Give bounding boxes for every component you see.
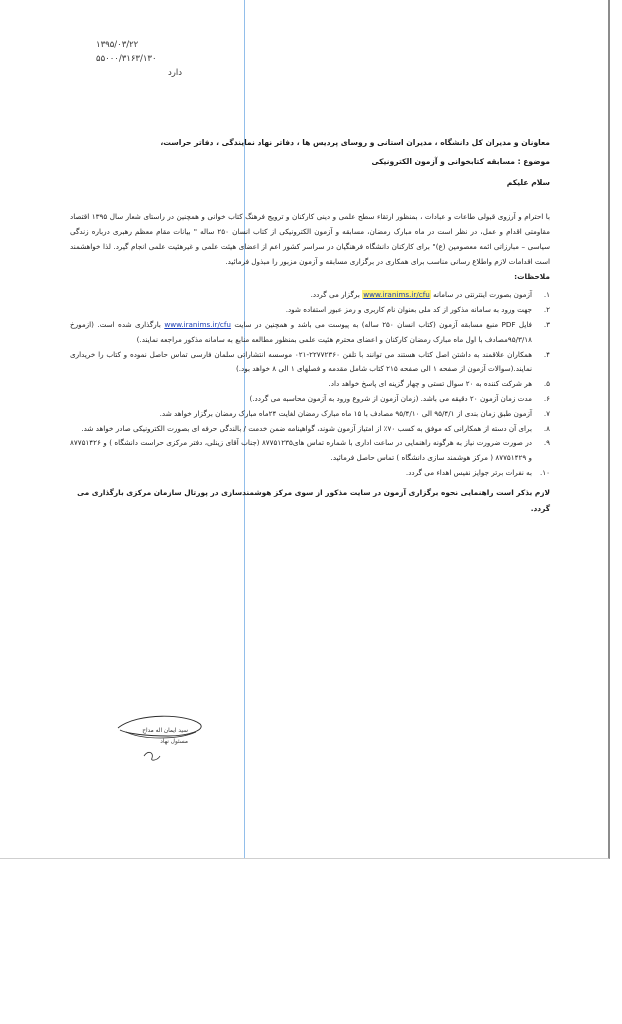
- item-text: هر شرکت کننده به ۲۰ سوال تستی و چهار گزینه ای پاسخ خواهد داد.: [328, 379, 532, 389]
- item-text: در صورت ضرورت نیاز به هرگونه راهنمایی در ساعت اداری با شماره تماس های۸۷۷۵۱۲۳۵ (جناب آقای زینلی، دفتر مرکزی حراست دانشگاه ) و ۸۷۷۵۱۴۲۶ و ۸۷۷۵۱۴۲۹ ( مرکز هوشمند سازی دانشگاه ) تماس حاصل فرمائید.: [70, 438, 533, 463]
- item-text-end: برگزار می گردد.: [310, 290, 360, 300]
- item-text: مدت زمان آزمون ۲۰ دقیقه می باشد. (زمان آزمون از شروع ورود به آزمون محاسبه می گردد.): [249, 393, 532, 403]
- item-text: آزمون طبق زمان بندی از ۹۵/۴/۱ الی ۹۵/۴/۱۰ مصادف با ۱۵ ماه مبارک رمضان لغایت ۲۴ماه مبارک رمضان برگزار خواهد شد.: [159, 408, 532, 418]
- letter-number: ۵۵۰۰۰/۳۱۶۳/۱۳۰: [96, 54, 157, 64]
- resource-site-link[interactable]: www.iranims.ir/cfu: [164, 319, 231, 329]
- letter-date: ۱۳۹۵/۰۳/۲۲: [96, 40, 139, 50]
- letter-attachment: دارد: [167, 68, 182, 78]
- item-text: به نفرات برتر جوایز نفیس اهداء می گردد.: [405, 467, 532, 477]
- item-number: ۷.: [543, 408, 550, 418]
- signer-name: سید ایمان اله مداح: [142, 728, 188, 734]
- item-number: ۳.: [543, 319, 550, 329]
- list-item: [70, 466, 550, 481]
- item-number: ۸.: [543, 423, 550, 433]
- closing-note: لازم بذکر است راهنمایی نحوه برگزاری آزمون در سایت مذکور از سوی مرکز هوشمندسازی در پورتال سازمان مرکزی بارگذاری می گردد.: [77, 487, 550, 513]
- exam-site-link[interactable]: www.iranims.ir/cfu: [363, 290, 430, 300]
- item-text: آزمون بصورت اینترنتی در سامانه: [433, 290, 532, 300]
- signer-title: مسئول نهاد: [160, 739, 188, 745]
- item-text: همکاران علاقمند به داشتن اصل کتاب هستند می توانند با تلفن ۲۲۷۷۲۳۶۰-۰۲۱ موسسه انتشاراتی سلمان فارسی تماس حاصل نموده و کتاب را خریداری نمایند.(سوالات آزمون از صفحه ۱ الی صفحه ۲۱۵ کتاب شامل مقدمه و فصلهای ۱ الی ۸ خواهد بود.): [70, 349, 532, 374]
- greeting: سلام علیکم: [506, 177, 550, 187]
- subject-line: موضوع : مسابقه کتابخوانی و آزمون الکترونیکی: [371, 156, 550, 166]
- list-item: [70, 392, 550, 407]
- item-text-end: بارگذاری شده است. (ازمورخ ۹۵/۳/۱۸مصادف با اول ماه مبارک رمضان کارکنان و اعضای محترم هئیت علمی بمنظور مطالعه منابع به سامانه مذکور مراجعه نمایند.): [70, 319, 532, 344]
- item-number: ۴.: [543, 349, 550, 359]
- list-item: [70, 348, 550, 378]
- body-paragraph: با احترام و آرزوی قبولی طاعات و عبادات ، بمنظور ارتقاء سطح علمی و دینی کارکنان و ترویج فرهنگ کتاب خوانی و همچنین در راستای شعار سال ۱۳۹۵ اقتصاد مقاومتی اقدام و عمل، در نظر است در ماه مبارک رمضان، مسابقه و آزمون الکترونیکی از کتاب انسان ۲۵۰ ساله " بیانات مقام معظم رهبری درباره زندگی سیاسی – مبارزاتی ائمه معصومین (ع)" برای کارکنان دانشگاه فرهنگیان در سراسر کشور اعم از اعضای هیئت علمی و غیرهئیت علمی انجام گیرد. لذا خواهشمند است اقدامات لازم واطلاع رسانی مناسب برای همکاری در برگزاری مسابقه و آزمون مزبور را مبذول فرمائید.: [70, 212, 551, 266]
- list-item: [70, 288, 550, 303]
- list-item: [70, 407, 550, 422]
- list-item: [70, 422, 550, 437]
- item-number: ۹.: [543, 438, 550, 448]
- notes-title: ملاحظات:: [514, 271, 550, 281]
- item-text: برای آن دسته از همکارانی که موفق به کسب ۷۰٪ از امتیاز آزمون شوند، گواهینامه ضمن خدمت / بالندگی حرفه ای بصورت الکترونیکی صادر خواهد شد.: [81, 423, 532, 433]
- letter-content: [70, 136, 550, 517]
- signature-block: [128, 726, 188, 748]
- list-item: [70, 436, 550, 466]
- item-text: جهت ورود به سامانه مذکور از کد ملی بعنوان نام کاربری و رمز عبور استفاده شود.: [285, 305, 532, 315]
- item-number: ۵.: [543, 379, 550, 389]
- notes-list: [70, 288, 550, 480]
- item-number: ۱۰.: [539, 467, 550, 477]
- list-item: [70, 303, 550, 318]
- list-item: [70, 377, 550, 392]
- item-number: ۲.: [543, 305, 550, 315]
- list-item: [70, 318, 550, 348]
- item-text: فایل PDF منبع مسابقه آزمون (کتاب انسان ۲۵۰ ساله) به پیوست می باشد و همچنین در سایت: [234, 319, 532, 329]
- recipients-line: معاونان و مدیران کل دانشگاه ، مدیران استانی و روسای پردیس ها ، دفاتر نهاد نمایندگی ، دفاتر حراست،: [160, 138, 550, 147]
- item-number: ۶.: [543, 393, 550, 403]
- letter-meta: [96, 38, 196, 80]
- item-number: ۱.: [543, 290, 550, 300]
